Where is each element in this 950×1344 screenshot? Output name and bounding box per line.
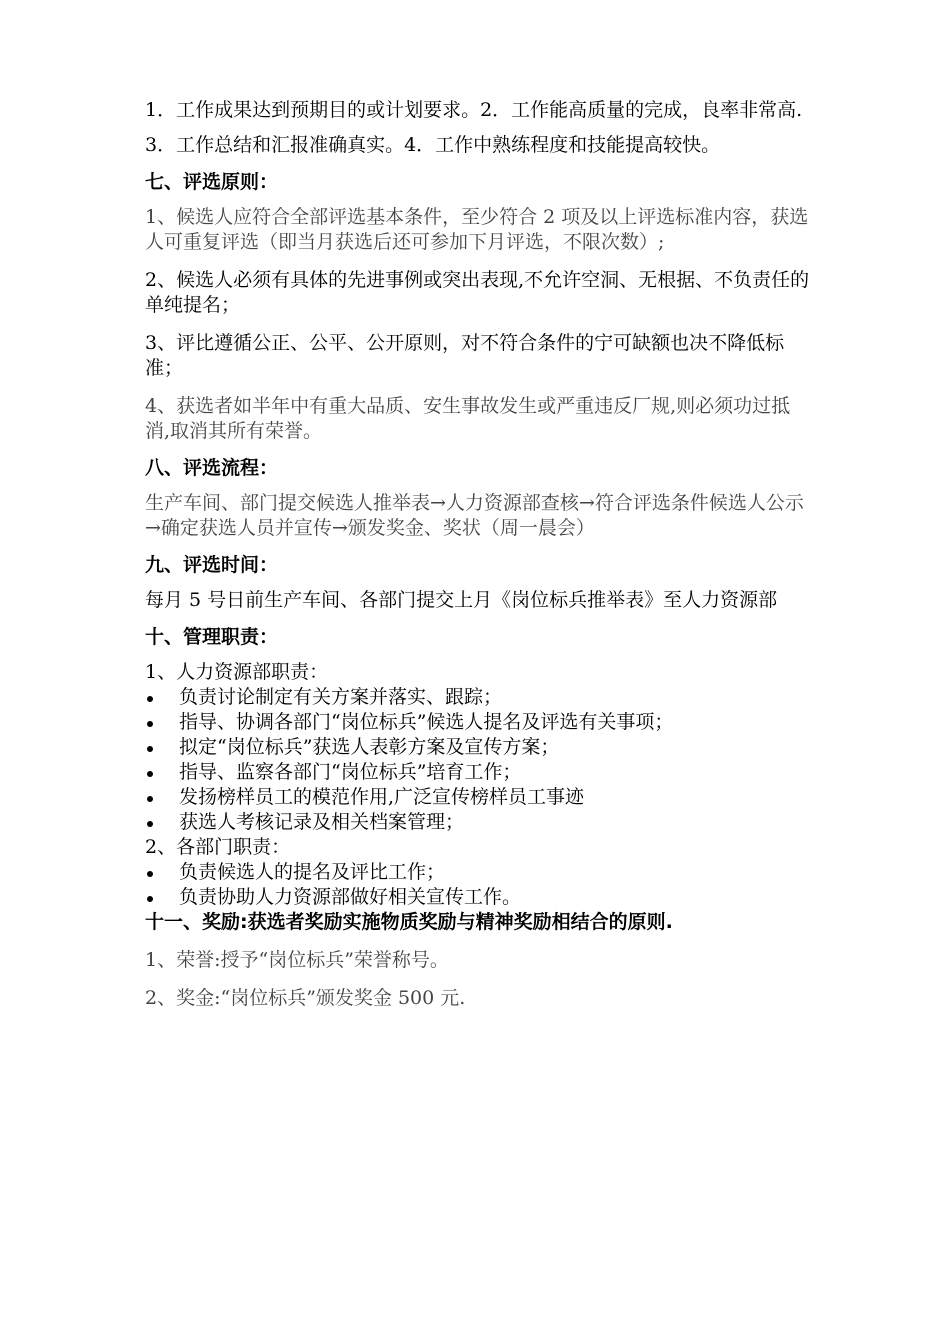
section-9-text: 每月 5 号日前生产车间、各部门提交上月《岗位标兵推举表》至人力资源部 (145, 589, 778, 611)
list-item-text: 发扬榜样员工的模范作用,广泛宣传榜样员工事迹 (179, 786, 585, 808)
list-item-text: 获选人考核记录及相关档案管理； (179, 811, 465, 833)
bullet-icon (147, 771, 153, 777)
hr-duties-title: 1、人力资源部职责： (145, 661, 329, 683)
list-item-text: 负责协助人力资源部做好相关宣传工作。 (179, 886, 522, 908)
dept-duties-list (145, 860, 810, 910)
list-item (145, 860, 810, 885)
section-7-item-2: 2、候选人必须有具体的先进事例或突出表现,不允许空洞、无根据、不负责任的单纯提名； (145, 269, 810, 316)
list-item (145, 710, 810, 735)
bullet-icon (147, 796, 153, 802)
list-item (145, 760, 810, 785)
list-item-text: 拟定“岗位标兵”获选人表彰方案及宣传方案； (179, 736, 560, 758)
list-item-text: 负责候选人的提名及评比工作； (179, 861, 446, 883)
bullet-icon (147, 871, 153, 877)
section-7-item-3: 3、评比遵循公正、公平、公开原则，对不符合条件的宁可缺额也决不降低标准； (145, 332, 785, 379)
list-item (145, 885, 810, 910)
bullet-icon (147, 696, 153, 702)
section-11-item-1: 1、荣誉:授予“岗位标兵”荣誉称号。 (145, 949, 449, 971)
bullet-icon (147, 821, 153, 827)
section-10-heading: 十、管理职责： (145, 626, 279, 648)
document-page (145, 98, 810, 1011)
section-7-item-4: 4、获选者如半年中有重大品质、安生事故发生或严重违反厂规,则必须功过抵消,取消其所有荣誉。 (145, 395, 791, 442)
list-item-text: 指导、监察各部门“岗位标兵”培育工作； (179, 761, 522, 783)
criteria-line-2: 3．工作总结和汇报准确真实。4．工作中熟练程度和技能提高较快。 (145, 134, 721, 156)
section-7-item-1: 1、候选人应符合全部评选基本条件，至少符合 2 项及以上评选标准内容，获选人可重复评选（即当月获选后还可参加下月评选，不限次数）; (145, 206, 809, 253)
section-9-heading: 九、评选时间： (145, 554, 279, 576)
section-7-heading: 七、评选原则： (145, 171, 279, 193)
list-item (145, 735, 810, 760)
section-11-item-2: 2、奖金:“岗位标兵”颁发奖金 500 元. (145, 987, 466, 1009)
bullet-icon (147, 721, 153, 727)
list-item (145, 785, 810, 810)
criteria-line-1: 1．工作成果达到预期目的或计划要求。2．工作能高质量的完成，良率非常高. (145, 99, 803, 121)
section-8-heading: 八、评选流程： (145, 457, 279, 479)
list-item (145, 685, 810, 710)
section-11-heading: 十一、奖励:获选者奖励实施物质奖励与精神奖励相结合的原则. (145, 911, 673, 933)
list-item (145, 810, 810, 835)
bullet-icon (147, 746, 153, 752)
list-item-text: 指导、协调各部门“岗位标兵”候选人提名及评选有关事项； (179, 711, 674, 733)
list-item-text: 负责讨论制定有关方案并落实、跟踪； (179, 686, 503, 708)
dept-duties-title: 2、各部门职责： (145, 836, 291, 858)
section-8-text: 生产车间、部门提交候选人推举表→人力资源部查核→符合评选条件候选人公示→确定获选人员并宣传→颁发奖金、奖状（周一晨会） (145, 492, 804, 539)
hr-duties-list (145, 685, 810, 835)
bullet-icon (147, 896, 153, 902)
